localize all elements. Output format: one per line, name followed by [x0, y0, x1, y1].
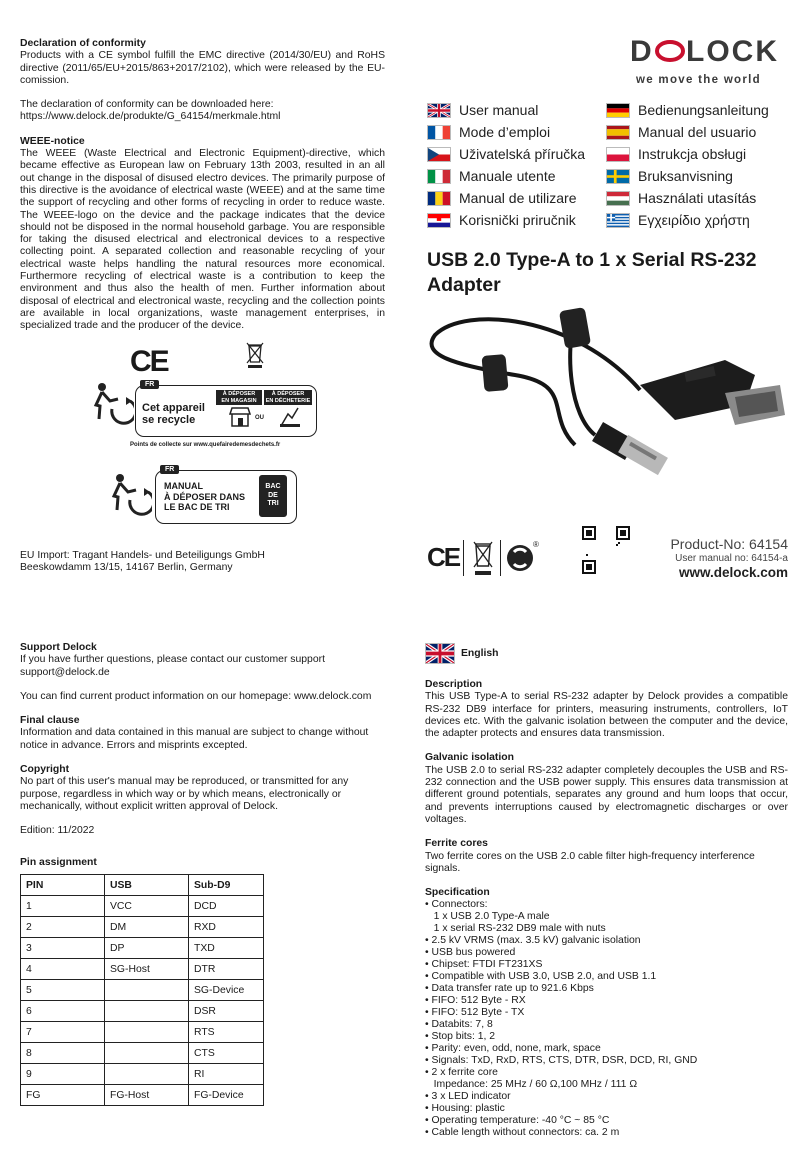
table-cell: 4: [21, 959, 105, 980]
english-header: [425, 643, 499, 664]
table-cell: 5: [21, 980, 105, 1001]
table-row: [21, 1001, 264, 1022]
list-item: Impedance: 25 MHz / 60 Ω,100 MHz / 111 Ω: [425, 1078, 638, 1090]
divider: [463, 540, 464, 576]
language-label: Használati utasítás: [638, 190, 757, 206]
support-section: [20, 642, 390, 838]
language-label: Εγχειρίδιο χρήστη: [638, 212, 750, 228]
triman-text-2: MANUAL À DÉPOSER DANS LE BAC DE TRI: [164, 481, 246, 512]
list-item: • Stop bits: 1, 2: [425, 1030, 496, 1042]
shop-icon: [228, 406, 252, 428]
language-label: Korisnički priručnik: [459, 212, 576, 228]
language-label: Mode d’emploi: [459, 124, 551, 140]
language-item: [427, 167, 556, 185]
manual-number: User manual no: 64154-a: [675, 553, 788, 564]
copyright-text: No part of this user's manual may be reproduced, or transmitted for any purpose, regardless in which way or by which means, electronically or mechanically, without explicit written approval of Delock.: [20, 776, 349, 812]
final-clause-text: Information and data contained in this manual are subject to change without notice in advance. Errors and misprints excepted.: [20, 727, 369, 751]
table-cell: DM: [105, 917, 189, 938]
download-text: The declaration of conformity can be downloaded here:: [20, 99, 274, 111]
triman-shop-label: À DÉPOSER EN MAGASIN: [216, 390, 262, 405]
list-item: • Chipset: FTDI FT231XS: [425, 959, 543, 971]
table-header-row: [21, 875, 264, 896]
table-cell: SG-Host: [105, 959, 189, 980]
table-row: [21, 938, 264, 959]
description-title: Description: [425, 679, 483, 690]
galvanic-title: Galvanic isolation: [425, 752, 514, 764]
fr-flag-icon: [427, 125, 451, 140]
product-number: Product-No: 64154: [670, 536, 788, 552]
gb-flag-icon: [427, 103, 451, 118]
se-flag-icon: [606, 169, 630, 184]
delock-logo: [628, 33, 788, 93]
dump-icon: [278, 406, 302, 428]
list-item: • 3 x LED indicator: [425, 1090, 511, 1102]
list-item: • 2.5 kV VRMS (max. 3.5 kV) galvanic isolation: [425, 935, 641, 947]
spec-title: Specification: [425, 887, 490, 899]
table-cell: [105, 1064, 189, 1085]
conformity-title: Declaration of conformity: [20, 38, 146, 49]
list-item: • FIFO: 512 Byte - RX: [425, 995, 526, 1007]
language-item: [606, 189, 756, 207]
table-cell: DTR: [189, 959, 264, 980]
table-cell: VCC: [105, 896, 189, 917]
triman-country-2: FR: [160, 465, 179, 474]
svg-text:D: D: [630, 35, 654, 68]
table-row: [21, 896, 264, 917]
list-item: • FIFO: 512 Byte - TX: [425, 1007, 525, 1019]
description-text: This USB Type-A to serial RS-232 adapter by Delock provides a compatible RS-232 DB9 interface for printers, measuring instruments, controllers, IoT devices etc. With the galvanic isolation between the computer and the device, the adapter protects and ensures data transmission.: [425, 691, 788, 740]
table-cell: 1: [21, 896, 105, 917]
table-row: [21, 980, 264, 1001]
table-row: [21, 1085, 264, 1106]
gr-flag-icon: [606, 213, 630, 228]
list-item: • Data transfer rate up to 921.6 Kbps: [425, 983, 594, 995]
conformity-text: Products with a CE symbol fulfill the EMC directive (2014/30/EU) and RoHS directive (2011/65/EU+2015/863+2017/2102), which were released by the EU-comission.: [20, 50, 385, 86]
pl-flag-icon: [606, 147, 630, 162]
table-cell: [105, 1001, 189, 1022]
support-text: If you have further questions, please contact our customer support: [20, 654, 325, 666]
table-cell: FG-Device: [189, 1085, 264, 1106]
sorting-bin-icon: BAC DE TRI: [259, 475, 287, 517]
weee-title: WEEE-notice: [20, 135, 85, 147]
list-item: • USB bus powered: [425, 947, 516, 959]
column-header: PIN: [21, 875, 105, 896]
table-cell: TXD: [189, 938, 264, 959]
green-dot-icon: [506, 544, 534, 572]
svg-text:LOCK: LOCK: [686, 35, 779, 68]
triman-text: Cet appareil se recycle: [142, 402, 205, 426]
language-label: Manuale utente: [459, 168, 556, 184]
table-cell: 2: [21, 917, 105, 938]
table-cell: SG-Device: [189, 980, 264, 1001]
triman-badge-1: [135, 381, 317, 437]
logo-mark-icon: [628, 33, 788, 69]
homepage-text: You can find current product information on our homepage: www.delock.com: [20, 690, 372, 702]
table-cell: 7: [21, 1022, 105, 1043]
cz-flag-icon: [427, 147, 451, 162]
english-label: English: [461, 648, 499, 659]
es-flag-icon: [606, 125, 630, 140]
uk-flag-icon: [425, 643, 455, 664]
column-header: Sub-D9: [189, 875, 264, 896]
hr-flag-icon: [427, 213, 451, 228]
registered-mark: ®: [533, 540, 539, 549]
table-cell: CTS: [189, 1043, 264, 1064]
english-section: [425, 679, 788, 1139]
pin-assignment-title: Pin assignment: [20, 857, 97, 868]
product-image: [425, 295, 805, 520]
logo-tagline: we move the world: [636, 74, 761, 86]
language-label: Uživatelská příručka: [459, 146, 586, 162]
support-title: Support Delock: [20, 642, 97, 653]
table-cell: [105, 1043, 189, 1064]
table-cell: 9: [21, 1064, 105, 1085]
triman-country: FR: [140, 380, 159, 389]
ro-flag-icon: [427, 191, 451, 206]
table-cell: FG-Host: [105, 1085, 189, 1106]
list-item: • 2 x ferrite core: [425, 1066, 498, 1078]
final-clause-title: Final clause: [20, 715, 80, 727]
ce-mark-left: CE: [130, 345, 168, 378]
pin-table: [20, 874, 264, 1106]
list-item: • Operating temperature: -40 °C ~ 85 °C: [425, 1114, 610, 1126]
weee-bin-icon: [246, 342, 264, 368]
copyright-title: Copyright: [20, 764, 70, 776]
triman-recycle-icon-2: [108, 470, 152, 518]
table-cell: RXD: [189, 917, 264, 938]
language-label: Manual del usuario: [638, 124, 757, 140]
weee-bin-icon-right: [473, 540, 493, 576]
triman-or: OU: [255, 415, 264, 421]
language-item: [427, 189, 577, 207]
divider: [500, 540, 501, 576]
language-item: [606, 211, 750, 229]
table-cell: 3: [21, 938, 105, 959]
language-label: User manual: [459, 102, 539, 118]
table-cell: RI: [189, 1064, 264, 1085]
website-link[interactable]: www.delock.com: [678, 565, 788, 580]
list-item: • Compatible with USB 3.0, USB 2.0, and USB 1.1: [425, 971, 657, 983]
triman-footer: Points de collecte sur www.quefairedemesdechets.fr: [130, 442, 281, 448]
list-item: • Databits: 7, 8: [425, 1018, 493, 1030]
ferrite-title: Ferrite cores: [425, 838, 488, 850]
galvanic-text: The USB 2.0 to serial RS-232 adapter completely decouples the USB and RS-232 connection and the USB power supply. This ensures data transmission at different ground potentials, separates any ground and hum loops that occur, and prevents interruptions caused by electromagnetic discharges or over voltages.: [425, 764, 788, 825]
list-item: • Cable length without connectors: ca. 2 m: [425, 1126, 620, 1138]
table-cell: DCD: [189, 896, 264, 917]
language-item: [427, 123, 550, 141]
hu-flag-icon: [606, 191, 630, 206]
language-item: [606, 123, 756, 141]
download-url[interactable]: https://www.delock.de/produkte/G_64154/merkmale.html: [20, 111, 281, 123]
table-row: [21, 959, 264, 980]
language-label: Manual de utilizare: [459, 190, 577, 206]
importer: EU Import: Tragant Handels- und Beteiligungs GmbH Beeskowdamm 13/15, 14167 Berlin, Germany: [20, 550, 265, 574]
ferrite-text: Two ferrite cores on the USB 2.0 cable filter high-frequency interference signals.: [425, 850, 755, 874]
edition: Edition: 11/2022: [20, 825, 95, 837]
list-item: • Signals: TxD, RxD, RTS, CTS, DTR, DSR, DCD, RI, GND: [425, 1054, 698, 1066]
it-flag-icon: [427, 169, 451, 184]
language-item: [427, 101, 538, 119]
language-item: [427, 145, 585, 163]
language-label: Instrukcja obsługi: [638, 146, 747, 162]
language-item: [427, 211, 576, 229]
triman-badge-2: [155, 466, 297, 524]
table-row: [21, 1043, 264, 1064]
conformity-section: [20, 38, 385, 333]
table-row: [21, 917, 264, 938]
spec-list: [425, 899, 788, 1138]
de-flag-icon: [606, 103, 630, 118]
table-cell: 8: [21, 1043, 105, 1064]
language-item: [606, 145, 746, 163]
list-item: • Connectors:: [425, 899, 488, 911]
table-cell: FG: [21, 1085, 105, 1106]
list-item: • Housing: plastic: [425, 1102, 505, 1114]
table-cell: DP: [105, 938, 189, 959]
list-item: • Parity: even, odd, none, mark, space: [425, 1042, 601, 1054]
language-label: Bedienungsanleitung: [638, 102, 769, 118]
table-cell: [105, 980, 189, 1001]
list-item: 1 x USB 2.0 Type-A male: [425, 911, 550, 923]
table-cell: [105, 1022, 189, 1043]
language-label: Bruksanvisning: [638, 168, 733, 184]
table-cell: 6: [21, 1001, 105, 1022]
table-cell: RTS: [189, 1022, 264, 1043]
support-email[interactable]: support@delock.de: [20, 666, 110, 678]
product-title: USB 2.0 Type-A to 1 x Serial RS-232 Adapter: [427, 249, 757, 296]
table-cell: DSR: [189, 1001, 264, 1022]
language-item: [606, 167, 733, 185]
table-row: [21, 1022, 264, 1043]
list-item: 1 x serial RS-232 DB9 male with nuts: [425, 923, 606, 935]
language-item: [606, 101, 769, 119]
weee-text: The WEEE (Waste Electrical and Electronic Equipment)-directive, which became effective as European law on February 13th 2003, resulted in an all out change in the disposal of disused electro devices. The primarily purpose of this directive is the avoidance of electrical waste (WEEE) and at the same time the support of recycling and other forms of recycling in order to reduce waste. The WEEE-logo on the device and the package indicates that the device should not be disposed in the normal household garbage. You are responsible for taking the disused electrical and electronical devices to a respective collecting point. A separated collection and reasonable recycling of your electrical waste helps handling the natural resources more economical. Furthermore recycling of electrical waste is a contribution to keep the environment and thus also the health of men. Further information about disposal of electrical and electronical waste, recycling and the collection points are available in local organizations, waste management enterprises, in specialized trade and the producer of the device.: [20, 148, 385, 332]
column-header: USB: [105, 875, 189, 896]
triman-dump-label: À DÉPOSER EN DÉCHETERIE: [265, 391, 311, 404]
ce-mark-right: CE: [427, 542, 460, 572]
table-row: [21, 1064, 264, 1085]
